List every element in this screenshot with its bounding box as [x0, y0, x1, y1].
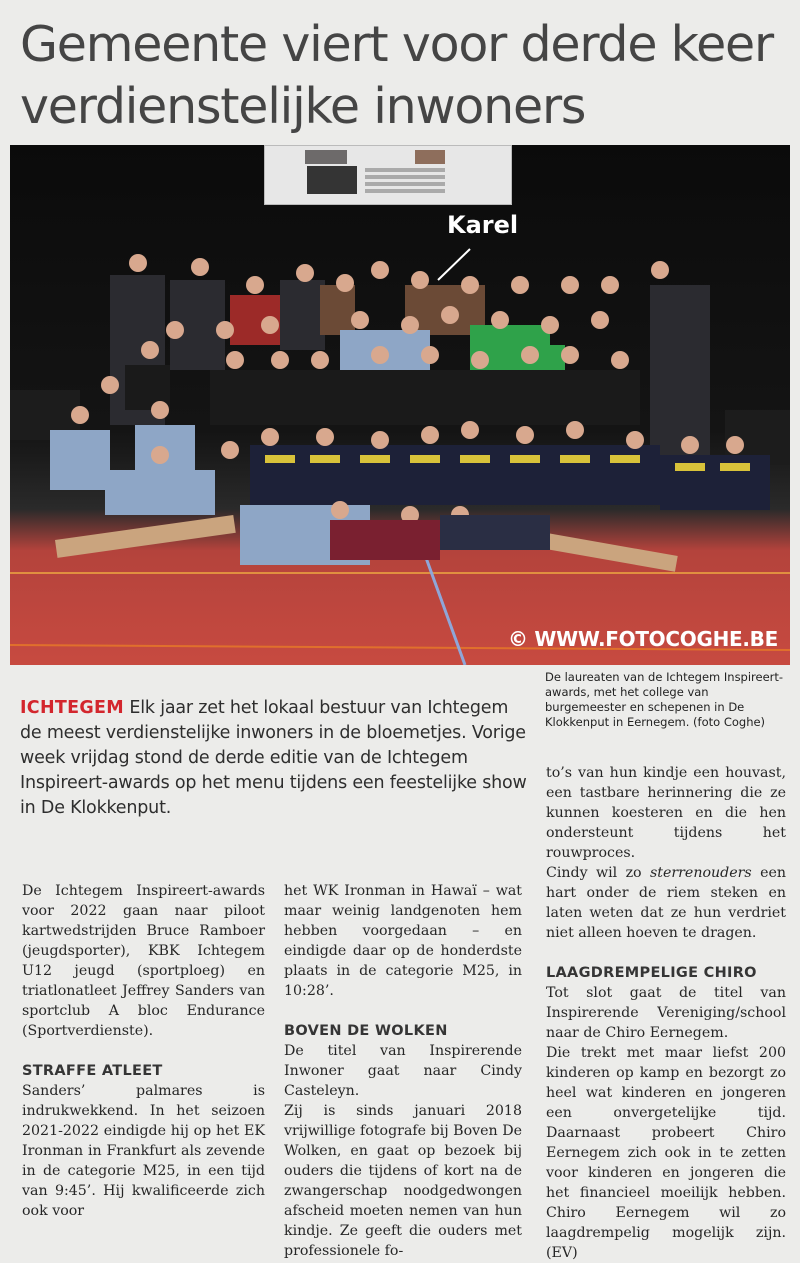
person-label: Karel: [447, 211, 519, 239]
column-3: [546, 763, 786, 1263]
body-paragraph: Tot slot gaat de titel van Inspirerende Vereniging/school naar de Chiro Eernegem.: [546, 985, 786, 1041]
text-span: Cindy wil zo: [546, 865, 642, 881]
crowd-illustration: [10, 145, 790, 665]
column-1: [22, 881, 265, 1221]
group-photo: [10, 145, 790, 665]
subheading: LAAGDREMPELIGE CHIRO: [546, 965, 757, 981]
headline: Gemeente viert voor derde keer verdienstelijke inwoners: [20, 16, 773, 135]
photo-credit: © WWW.FOTOCOGHE.BE: [507, 627, 778, 651]
subheading: BOVEN DE WOLKEN: [284, 1023, 448, 1039]
body-paragraph: De titel van Inspirerende Inwoner gaat naar Cindy Casteleyn.: [284, 1043, 522, 1099]
body-paragraph: to’s van hun kindje een houvast, een tastbare herinnering die ze kunnen koesteren en die hen ondersteunt tijdens het rouwproces.: [546, 765, 786, 861]
body-paragraph: Sanders’ palmares is indrukwekkend. In het seizoen 2021-2022 eindigde hij op het EK Ironman in Frankfurt als zevende in de categorie M25, in een tijd van 9:45’. Hij kwalificeerde zich ook voor: [22, 1083, 265, 1219]
body-paragraph: Die trekt met maar liefst 200 kinderen op kamp en bezorgt zo heel wat kinderen en jongeren een onvergetelijke tijd. Daarnaast probeert Chiro Eernegem zich ook in te zetten voor kinderen en jongeren die het financieel moeilijk hebben. Chiro Eernegem wil zo laagdrempelig mogelijk zijn. (EV): [546, 1045, 786, 1261]
text-span: een hart onder de riem steken en laten weten dat ze hun verdriet niet alleen hoeven te dragen.: [546, 865, 786, 941]
intro-paragraph: [20, 696, 532, 821]
photo-caption: De laureaten van de Ichtegem Inspireert-awards, met het college van burgemeester en schepenen in De Klokkenput in Eernegem. (foto Coghe): [545, 670, 784, 729]
body-paragraph: De Ichtegem Inspireert-awards voor 2022 gaan naar piloot kartwedstrijden Bruce Ramboer (jeugdsporter), KBK Ichtegem U12 jeugd (sportploeg) en triatlonatleet Jeffrey Sanders van sportclub A bloc Endurance (Sportverdienste).: [22, 883, 265, 1039]
body-paragraph: Zij is sinds januari 2018 vrijwillige fotografe bij Boven De Wolken, en gaat op bezoek bij ouders die tijdens of kort na de zwangerschap noodgedwongen afscheid moeten nemen van hun kindje. Ze geeft die ouders met professionele fo-: [284, 1103, 522, 1259]
intro-text: Elk jaar zet het lokaal bestuur van Ichtegem de meest verdienstelijke inwoners in de bloemetjes. Vorige week vrijdag stond de derde editie van de Ichtegem Inspireert-awards op het menu tijdens een feestelijke show in De Klokkenput.: [20, 698, 527, 818]
subheading: STRAFFE ATLEET: [22, 1063, 163, 1079]
emphasis-text: sterrenouders: [649, 865, 752, 881]
column-2: [284, 881, 522, 1261]
location-kicker: ICHTEGEM: [20, 698, 125, 718]
body-paragraph: het WK Ironman in Hawaï – wat maar weinig landgenoten hem hebben voorgedaan – en eindigde daar op de honderdste plaats in de categorie M25, in 10:28’.: [284, 883, 522, 999]
body-paragraph: [546, 863, 786, 943]
